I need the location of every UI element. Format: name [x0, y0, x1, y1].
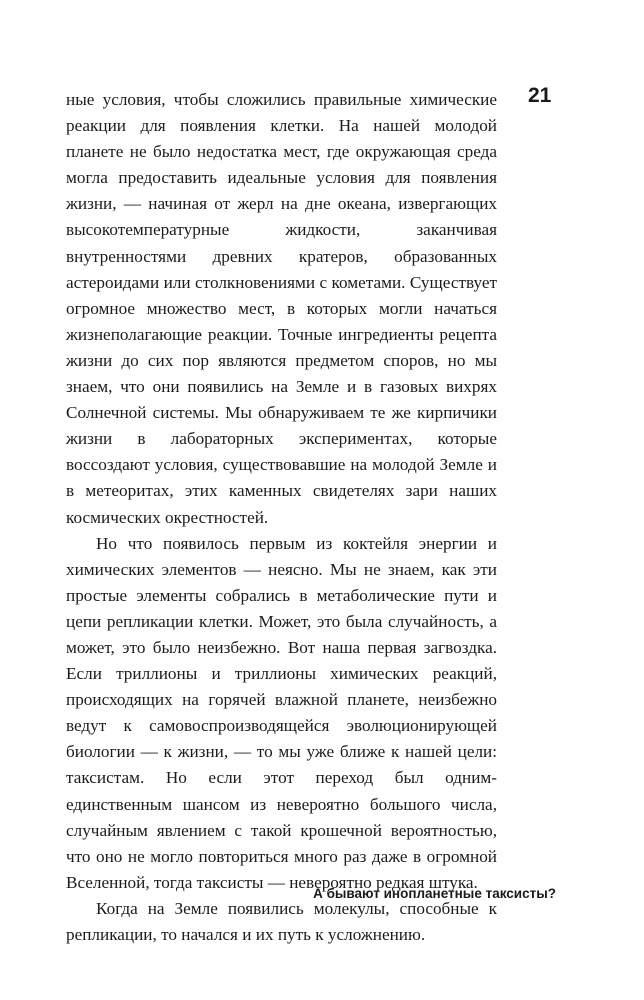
running-footer-title: А бывают инопланетные таксисты?: [313, 886, 556, 901]
page-number: 21: [528, 84, 552, 107]
paragraph: Но что появилось первым из коктейля энергии и химических элементов — неясно. Мы не знаем, как эти простые элементы собрались в метаболические пути и цепи репликации клетки. Может, это была случайность, а может, это было неизбежно. Вот наша первая загвоздка. Если триллионы и триллионы химических реакций, происходящих на горячей влажной планете, неизбежно ведут к самовоспроизводящейся эволюционирующей биологии — к жизни, — то мы уже ближе к нашей цели: таксистам. Но если этот переход был одним-единственным шансом из невероятно большого числа, случайным явлением с такой крошечной вероятностью, что оно не могло повториться много раз даже в огромной Вселенной, тогда таксисты — невероятно редкая штука.: [66, 533, 497, 892]
paragraph-continuation: ные условия, чтобы сложились правильные химические реакции для появления клетки. На нашей молодой планете не было недостатка мест, где окружающая среда могла предоставить идеальные условия для появления жизни, — начиная от жерл на дне океана, извергающих высокотемпературные жидкости, заканчивая внутренностями древних кратеров, образованных астероидами или столкновениями с кометами. Существует огромное множество мест, в которых могли начаться жизнеполагающие реакции. Точные ингредиенты рецепта жизни до сих пор являются предметом споров, но мы знаем, что они появились на Земле и в газовых вихрях Солнечной системы. Мы обнаруживаем те же кирпичики жизни в лабораторных экспериментах, которые воссоздают условия, существовавшие на молодой Земле и в метеоритах, этих каменных свидетелях зари наших космических окрестностей.: [66, 90, 497, 527]
body-text: [66, 87, 497, 948]
paragraph: Когда на Земле появились молекулы, способные к репликации, то начался и их путь к усложнению.: [66, 898, 497, 944]
